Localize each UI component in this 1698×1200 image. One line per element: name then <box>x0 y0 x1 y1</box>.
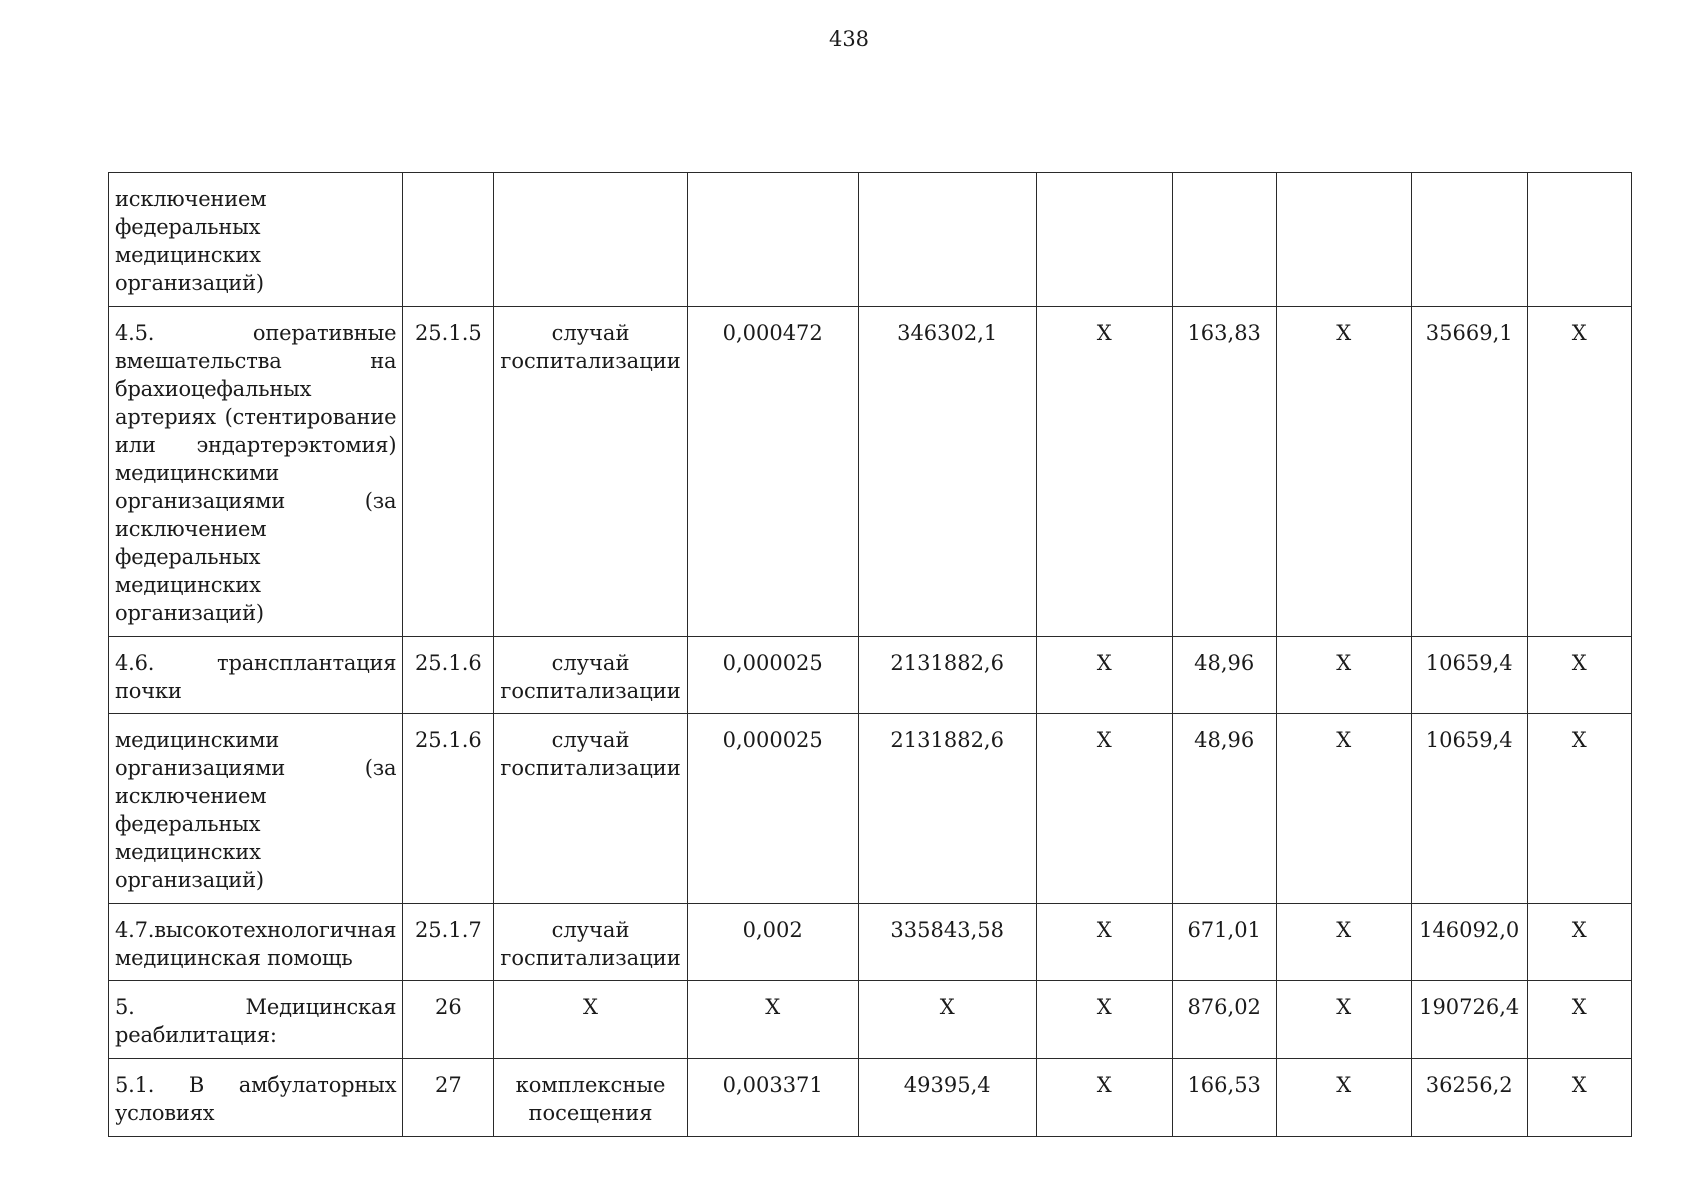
row-col6: Х <box>1036 307 1172 637</box>
row-code: 25.1.6 <box>403 714 494 904</box>
row-col9: 36256,2 <box>1411 1059 1527 1137</box>
row-volume: 0,003371 <box>687 1059 858 1137</box>
row-col10: Х <box>1527 981 1631 1059</box>
row-code <box>403 173 494 307</box>
row-col8 <box>1276 173 1411 307</box>
row-col7: 876,02 <box>1172 981 1276 1059</box>
row-code: 25.1.6 <box>403 637 494 714</box>
row-col8: Х <box>1276 714 1411 904</box>
row-col10 <box>1527 173 1631 307</box>
row-name: медицинскими организациями (за исключением федеральных медицинских организаций) <box>109 714 403 904</box>
row-name: 4.6. трансплантация почки <box>109 637 403 714</box>
table-row <box>109 307 1632 637</box>
page-number: 438 <box>828 27 870 51</box>
row-col7: 48,96 <box>1172 714 1276 904</box>
row-unit <box>494 173 687 307</box>
row-col9: 146092,0 <box>1411 904 1527 981</box>
row-volume: 0,002 <box>687 904 858 981</box>
row-unit: Х <box>494 981 687 1059</box>
row-col6: Х <box>1036 981 1172 1059</box>
row-cost: 2131882,6 <box>858 714 1036 904</box>
row-col9: 10659,4 <box>1411 637 1527 714</box>
row-code: 25.1.7 <box>403 904 494 981</box>
row-col7 <box>1172 173 1276 307</box>
row-col9 <box>1411 173 1527 307</box>
row-volume: 0,000025 <box>687 714 858 904</box>
row-col6: Х <box>1036 637 1172 714</box>
table-row <box>109 1059 1632 1137</box>
table-row <box>109 904 1632 981</box>
row-code: 26 <box>403 981 494 1059</box>
table-row <box>109 637 1632 714</box>
row-cost <box>858 173 1036 307</box>
row-volume: 0,000025 <box>687 637 858 714</box>
row-col9: 190726,4 <box>1411 981 1527 1059</box>
row-volume: 0,000472 <box>687 307 858 637</box>
row-name: исключением федеральных медицинских организаций) <box>109 173 403 307</box>
row-col6: Х <box>1036 714 1172 904</box>
row-col9: 35669,1 <box>1411 307 1527 637</box>
row-col10: Х <box>1527 307 1631 637</box>
row-unit: случай госпитализации <box>494 904 687 981</box>
table-row <box>109 173 1632 307</box>
row-col8: Х <box>1276 307 1411 637</box>
row-col7: 163,83 <box>1172 307 1276 637</box>
table-row <box>109 981 1632 1059</box>
row-volume <box>687 173 858 307</box>
row-cost: Х <box>858 981 1036 1059</box>
row-col6: Х <box>1036 1059 1172 1137</box>
row-col8: Х <box>1276 637 1411 714</box>
row-code: 27 <box>403 1059 494 1137</box>
row-col10: Х <box>1527 714 1631 904</box>
row-col8: Х <box>1276 904 1411 981</box>
row-col8: Х <box>1276 981 1411 1059</box>
row-col6: Х <box>1036 904 1172 981</box>
row-cost: 335843,58 <box>858 904 1036 981</box>
row-col7: 48,96 <box>1172 637 1276 714</box>
row-unit: случай госпитализации <box>494 637 687 714</box>
row-code: 25.1.5 <box>403 307 494 637</box>
row-col10: Х <box>1527 904 1631 981</box>
row-volume: Х <box>687 981 858 1059</box>
row-cost: 346302,1 <box>858 307 1036 637</box>
row-name: 4.5. оперативные вмешательства на брахиоцефальных артериях (стентирование или эндартерэктомия) медицинскими организациями (за исключением федеральных медицинских организаций) <box>109 307 403 637</box>
row-name: 4.7.высокотехнологичная медицинская помощь <box>109 904 403 981</box>
row-col9: 10659,4 <box>1411 714 1527 904</box>
data-table <box>108 172 1632 1137</box>
row-col8: Х <box>1276 1059 1411 1137</box>
row-col7: 671,01 <box>1172 904 1276 981</box>
row-col10: Х <box>1527 1059 1631 1137</box>
row-unit: комплексные посещения <box>494 1059 687 1137</box>
row-name: 5.1. В амбулаторных условиях <box>109 1059 403 1137</box>
row-name: 5. Медицинская реабилитация: <box>109 981 403 1059</box>
row-cost: 2131882,6 <box>858 637 1036 714</box>
row-col10: Х <box>1527 637 1631 714</box>
row-col6 <box>1036 173 1172 307</box>
row-unit: случай госпитализации <box>494 307 687 637</box>
table-row <box>109 714 1632 904</box>
row-cost: 49395,4 <box>858 1059 1036 1137</box>
row-col7: 166,53 <box>1172 1059 1276 1137</box>
row-unit: случай госпитализации <box>494 714 687 904</box>
